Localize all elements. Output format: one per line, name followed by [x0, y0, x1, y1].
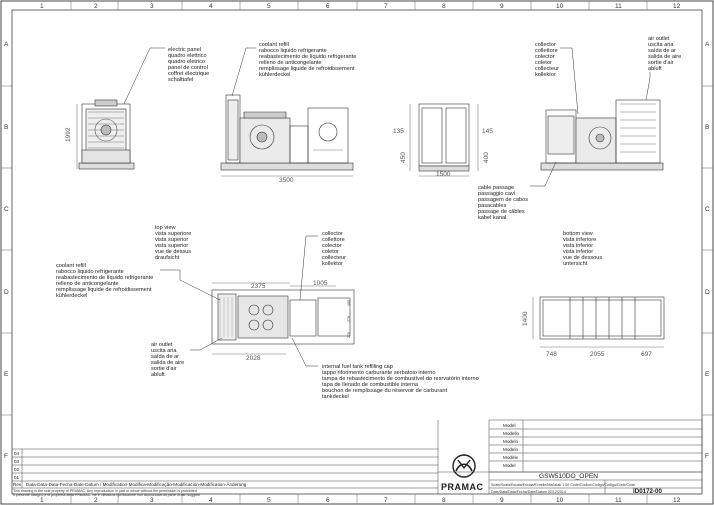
top-view-label [155, 225, 191, 261]
callout-fuel-cap-2: tampa de rebastecimento de combustível do resrvatório interno [322, 376, 479, 382]
callout-collector-top-3: coletor [322, 249, 339, 255]
callout-coolant-left-3: relleno de anticongelante [56, 281, 119, 287]
disclaimer-line-2: Il presente disegno è di proprietà della PRAMAC. Ne è vietata la riproduzione non autorizzata da parte di altri soggetti [13, 493, 200, 497]
pramac-brand-text: PRAMAC [441, 482, 484, 492]
col-label-bottom-11: 11 [615, 497, 622, 504]
rev-label: Rev [13, 482, 22, 487]
rev-02: 02 [14, 467, 20, 472]
dim-top-small-a: 105 [347, 300, 351, 306]
callout-collector-top-1: collettore [322, 237, 345, 243]
callout-cable-passage-3: pasacables [478, 203, 507, 209]
col-label-bottom-12: 12 [673, 497, 681, 504]
callout-electric-panel-4: coffret électrique [168, 71, 210, 77]
callout-air-outlet-side-2: saída de ar [648, 48, 676, 54]
bottom-view-3: vista inferior [563, 249, 594, 255]
date-line: Date/Data/Data/Fecha/Date/Datum 02/12/2014 [491, 490, 566, 494]
col-label-top-7: 7 [384, 3, 388, 10]
callout-cable-passage-5: kabel kanal [478, 215, 507, 221]
callout-cable-passage-1: passaggio cavi [478, 191, 516, 197]
col-label-top-3: 3 [150, 3, 154, 10]
row-label-left-E: E [4, 371, 9, 378]
callout-coolant-top-5: kühlerdeckel [259, 72, 291, 78]
sheet-inner-frame [12, 10, 702, 494]
callout-cable-passage-2: passagem de cabos [478, 197, 529, 203]
callout-coolant-left-0: coolant refill [56, 263, 86, 269]
rev-03: 03 [14, 459, 20, 464]
fuel-cap-callout [292, 338, 479, 400]
bottom-view-1: vista inferiore [563, 237, 597, 243]
top-view-4: vue de dessus [155, 249, 192, 255]
coolant-refill-callout-left [56, 263, 220, 300]
model-label-3: Modelo [503, 447, 519, 452]
row-label-right-C: C [705, 206, 710, 213]
disclaimer-line-1: This drawing is the sole property of PRAMAC. Any reproduction in part or whole without the permission is prohibited [13, 489, 197, 493]
callout-air-outlet-side-5: abluft [648, 66, 662, 72]
col-label-top-10: 10 [556, 3, 564, 10]
callout-electric-panel-5: schalttafel [168, 77, 194, 83]
callout-collector-top-0: collector [322, 231, 343, 237]
cable-passage-callout [478, 162, 556, 221]
bottom-view-label [563, 231, 602, 267]
model-label-0: Model [503, 423, 516, 428]
callout-air-outlet-side-0: air outlet [648, 36, 670, 42]
callout-coolant-top-3: relleno de anticongelante [259, 60, 322, 66]
row-label-left-A: A [4, 41, 9, 48]
dim-bottom-2055: 2055 [590, 351, 605, 358]
dim-bottom-1400: 1400 [522, 311, 529, 326]
callout-cable-passage-0: cable passage [478, 185, 515, 191]
callout-air-outlet-top-4: sortie d'air [151, 366, 177, 372]
callout-coolant-left-5: kühlerdeckel [56, 293, 88, 299]
callout-collector-side-4: collecteur [535, 66, 559, 72]
callout-electric-panel-2: quadro eletrico [168, 59, 206, 65]
col-label-top-1: 1 [40, 3, 44, 10]
callout-electric-panel-3: panel de control [168, 65, 208, 71]
col-label-bottom-1: 1 [40, 497, 44, 504]
col-label-top-4: 4 [209, 3, 213, 10]
callout-fuel-cap-0: internal fuel tank refilling cap [322, 364, 393, 370]
dim-top-small-b: 270 [347, 316, 351, 322]
dim-rear-low-right: 400 [483, 152, 490, 163]
col-label-bottom-2: 2 [94, 497, 98, 504]
collector-callout-top [300, 231, 346, 300]
callout-air-outlet-top-0: air outlet [151, 342, 173, 348]
model-value: GSW510DO_OPEN [539, 473, 598, 480]
bottom-view [533, 297, 664, 347]
callout-coolant-left-1: rabocco liquido refrigerante [56, 269, 124, 275]
callout-collector-top-4: collecteur [322, 255, 346, 261]
callout-collector-side-5: kollektor [535, 72, 556, 78]
callout-collector-top-2: colector [322, 243, 342, 249]
row-label-left-C: C [4, 206, 9, 213]
col-label-bottom-3: 3 [150, 497, 154, 504]
top-view-2: vista superior [155, 237, 189, 243]
air-outlet-callout-side [646, 36, 681, 100]
dim-rear-left: 135 [393, 128, 404, 135]
front-view [77, 100, 134, 169]
side-view [221, 95, 353, 176]
rear-view [410, 104, 478, 176]
callout-fuel-cap-5: tankdeckel [322, 394, 349, 400]
col-label-top-9: 9 [500, 3, 504, 10]
row-label-right-B: B [705, 124, 710, 131]
callout-coolant-top-2: reabastecimento de líquido refrigerante [259, 54, 357, 60]
callout-electric-panel-0: electric panel [168, 47, 201, 53]
callout-air-outlet-side-3: salida de aire [648, 54, 682, 60]
electric-panel-callout [124, 47, 209, 104]
col-label-bottom-9: 9 [500, 497, 504, 504]
col-label-top-5: 5 [267, 3, 271, 10]
dim-rear-low-left: 450 [400, 152, 407, 163]
callout-coolant-top-1: rabocco liquido refrigerante [259, 48, 327, 54]
top-view-1: vista superiore [155, 231, 192, 237]
top-view-5: draufsicht [155, 255, 180, 261]
col-label-top-8: 8 [442, 3, 446, 10]
rev-01: 01 [14, 475, 20, 480]
dim-front-height: 1992 [65, 127, 72, 142]
col-label-bottom-6: 6 [326, 497, 330, 504]
bottom-view-2: vista inferior [563, 243, 594, 249]
callout-air-outlet-side-4: sortie d'air [648, 60, 674, 66]
dim-top-2028: 2028 [246, 355, 261, 362]
col-label-bottom-10: 10 [556, 497, 564, 504]
row-label-left-B: B [4, 124, 9, 131]
sheet-outer-frame [1, 1, 713, 504]
callout-air-outlet-top-2: saída de ar [151, 354, 179, 360]
callout-collector-side-1: collettore [535, 48, 558, 54]
scale-line: Scale/Scala/Escala/Escala/Echelle/Maßstab 1:50 Code/Codice/Código/Código/Code/Code [491, 483, 636, 487]
callout-fuel-cap-4: bouchon de remplissage du réservoir de carburant [322, 388, 447, 394]
rev-description: Data-Data-Data-Fecha-Date-Datum / Modification-Modifica-Modificação-Modificación-Modification-Änderung [26, 482, 247, 487]
callout-coolant-left-4: remplissage liquide de refroidissement [56, 287, 152, 293]
collector-callout-side [535, 42, 578, 114]
air-outlet-callout-top [151, 338, 222, 378]
model-label-1: Modello [503, 431, 520, 436]
row-label-right-D: D [705, 289, 710, 296]
callout-collector-side-0: collector [535, 42, 556, 48]
bottom-view-5: untersicht [563, 261, 588, 267]
dim-side-length: 3500 [279, 177, 294, 184]
top-view-3: vista superior [155, 243, 189, 249]
dim-top-1005: 1005 [313, 280, 328, 287]
pramac-logo [441, 455, 484, 492]
callout-coolant-top-0: coolant refill [259, 42, 289, 48]
coolant-refill-callout-top [232, 42, 356, 96]
model-label-5: Model [503, 463, 516, 468]
callout-coolant-left-2: reabastecimento de líquido refrigerante [56, 275, 154, 281]
row-label-left-D: D [4, 289, 9, 296]
callout-coolant-top-4: remplissage liquide de refroidissement [259, 66, 355, 72]
callout-air-outlet-top-1: uscita aria [151, 348, 177, 354]
callout-fuel-cap-1: tappo riforimento carburante serbatoio interno [322, 370, 436, 376]
dim-bottom-748: 748 [546, 351, 557, 358]
callout-air-outlet-top-5: abluft [151, 372, 165, 378]
col-label-bottom-5: 5 [267, 497, 271, 504]
bottom-view-4: vue de dessous [563, 255, 603, 261]
callout-cable-passage-4: passage de câbles [478, 209, 525, 215]
row-label-right-F: F [705, 453, 709, 460]
col-label-top-6: 6 [326, 3, 330, 10]
callout-air-outlet-side-1: uscita aria [648, 42, 674, 48]
col-label-bottom-4: 4 [209, 497, 213, 504]
bottom-view-0: bottom view [563, 231, 593, 237]
dim-rear-right: 145 [482, 128, 493, 135]
row-label-right-E: E [705, 371, 710, 378]
model-label-4: Modèle [503, 455, 519, 460]
callout-fuel-cap-3: tapa de llenado de combustible interna [322, 382, 419, 388]
top-view [212, 283, 354, 354]
drawing-code: ID0172-00 [633, 488, 662, 495]
model-label-2: Modelo [503, 439, 519, 444]
dim-top-small-c: 270 [347, 332, 351, 338]
col-label-bottom-7: 7 [384, 497, 388, 504]
col-label-top-12: 12 [673, 3, 681, 10]
col-label-top-11: 11 [615, 3, 622, 10]
dim-top-2375: 2375 [251, 283, 266, 290]
dim-rear-width: 1500 [436, 171, 451, 178]
rev-04: 04 [14, 451, 20, 456]
callout-collector-side-3: coletor [535, 60, 552, 66]
opposite-side-view [541, 100, 663, 170]
callout-collector-top-5: kollektor [322, 261, 343, 267]
row-label-left-F: F [4, 453, 8, 460]
dim-bottom-697: 697 [641, 351, 652, 358]
callout-collector-side-2: colector [535, 54, 555, 60]
top-view-0: top view [155, 225, 176, 231]
row-label-right-A: A [705, 41, 710, 48]
callout-air-outlet-top-3: salida de aire [151, 360, 185, 366]
col-label-bottom-8: 8 [442, 497, 446, 504]
callout-electric-panel-1: quadro elettrico [168, 53, 207, 59]
col-label-top-2: 2 [94, 3, 98, 10]
